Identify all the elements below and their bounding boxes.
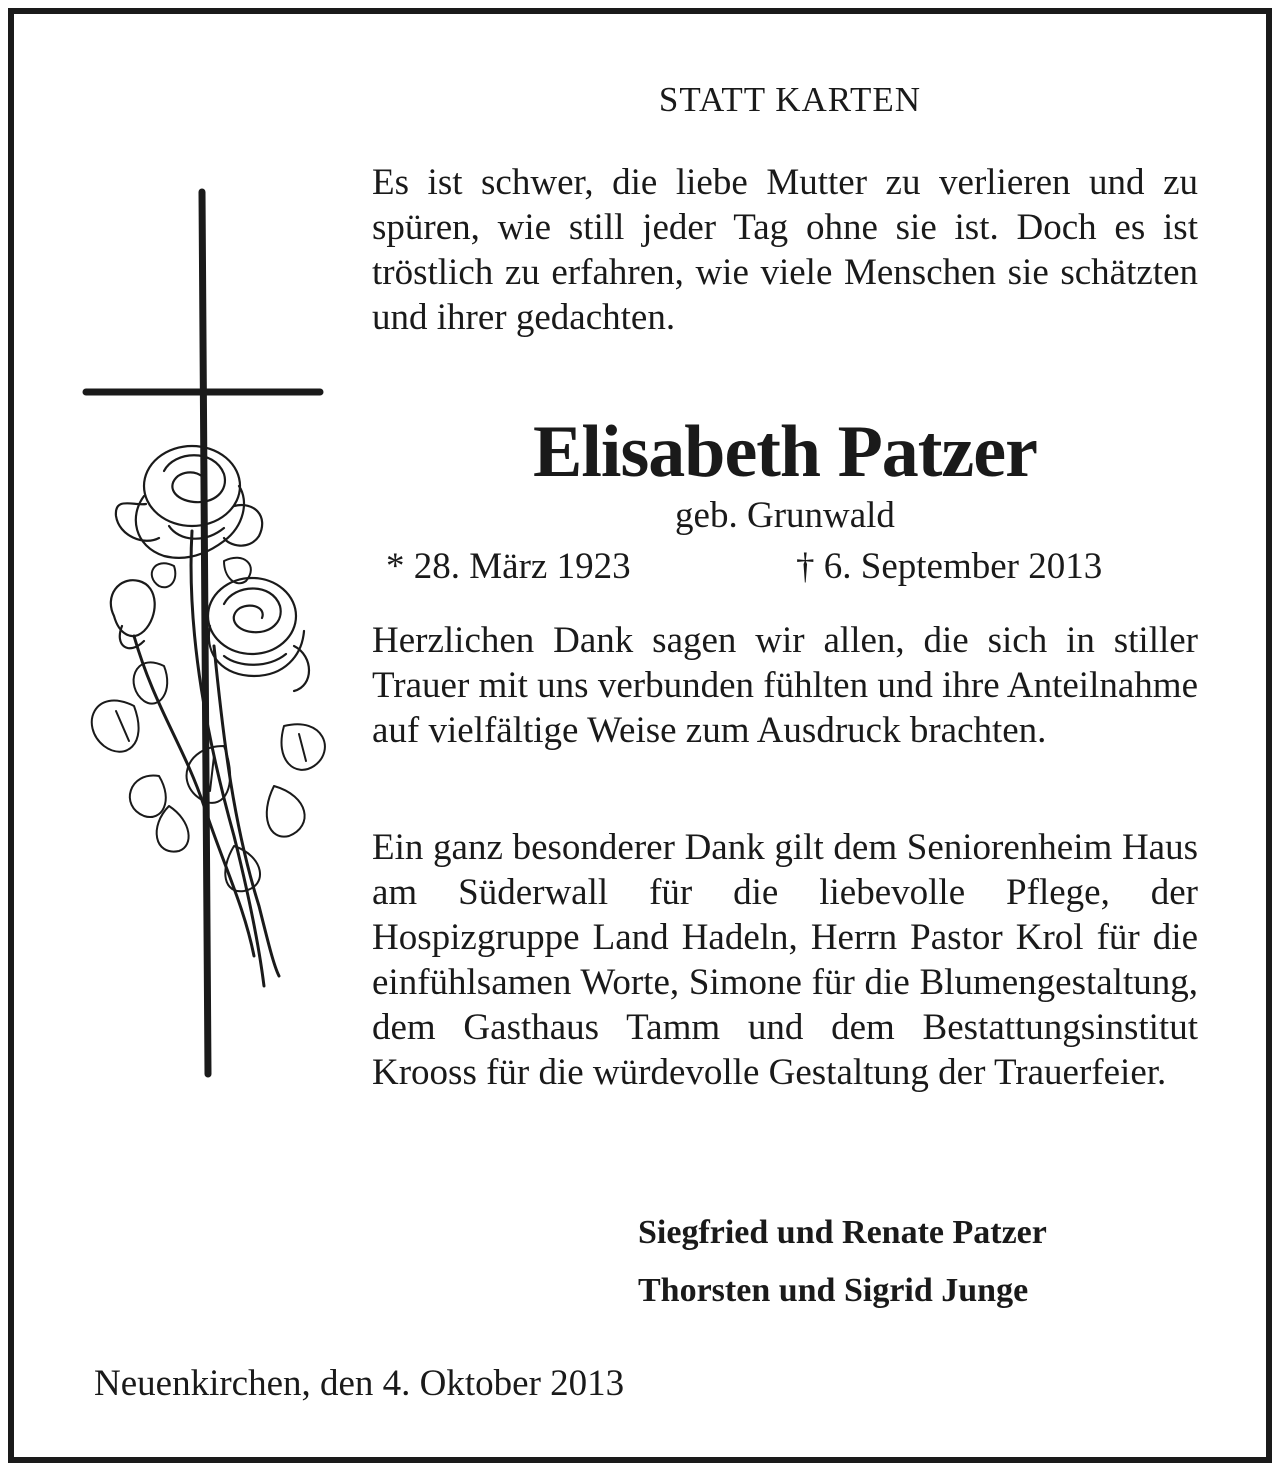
thanks-paragraph-2: Ein ganz besonderer Dank gilt dem Seniorenheim Haus am Süderwall für die liebevolle Pflege, der Hospizgruppe Land Hadeln, Herrn Pastor Krol für die einfühlsamen Worte, Simone für die Blumengestaltung, dem Gasthaus Tamm und dem Bestattungsinstitut Krooss für die würdevolle Gestaltung der Trauerfeier. <box>372 827 1198 1093</box>
notice-header: STATT KARTEN <box>658 80 922 119</box>
thanks-paragraph-1: Herzlichen Dank sagen wir allen, die sich in stiller Trauer mit uns verbunden fühlten und ihre Anteilnahme auf vielfältige Weise zum Ausdruck brachten. <box>372 620 1198 751</box>
signature-line: Siegfried und Renate Patzer <box>638 1214 1047 1251</box>
deceased-name: Elisabeth Patzer <box>533 411 1037 493</box>
death-date: † 6. September 2013 <box>796 546 1103 587</box>
maiden-name: geb. Grunwald <box>675 495 895 536</box>
birth-date: * 28. März 1923 <box>386 546 631 587</box>
intro-paragraph: Es ist schwer, die liebe Mutter zu verlieren und zu spüren, wie still jeder Tag ohne sie ist. Doch es ist tröstlich zu erfahren, wie viele Menschen sie schätzten und ihrer gedachten. <box>372 162 1198 338</box>
place-and-date: Neuenkirchen, den 4. Oktober 2013 <box>94 1363 625 1404</box>
obituary-frame <box>8 8 1272 1463</box>
cross-with-roses-icon <box>74 186 334 1086</box>
signature-line: Thorsten und Sigrid Junge <box>638 1272 1029 1309</box>
